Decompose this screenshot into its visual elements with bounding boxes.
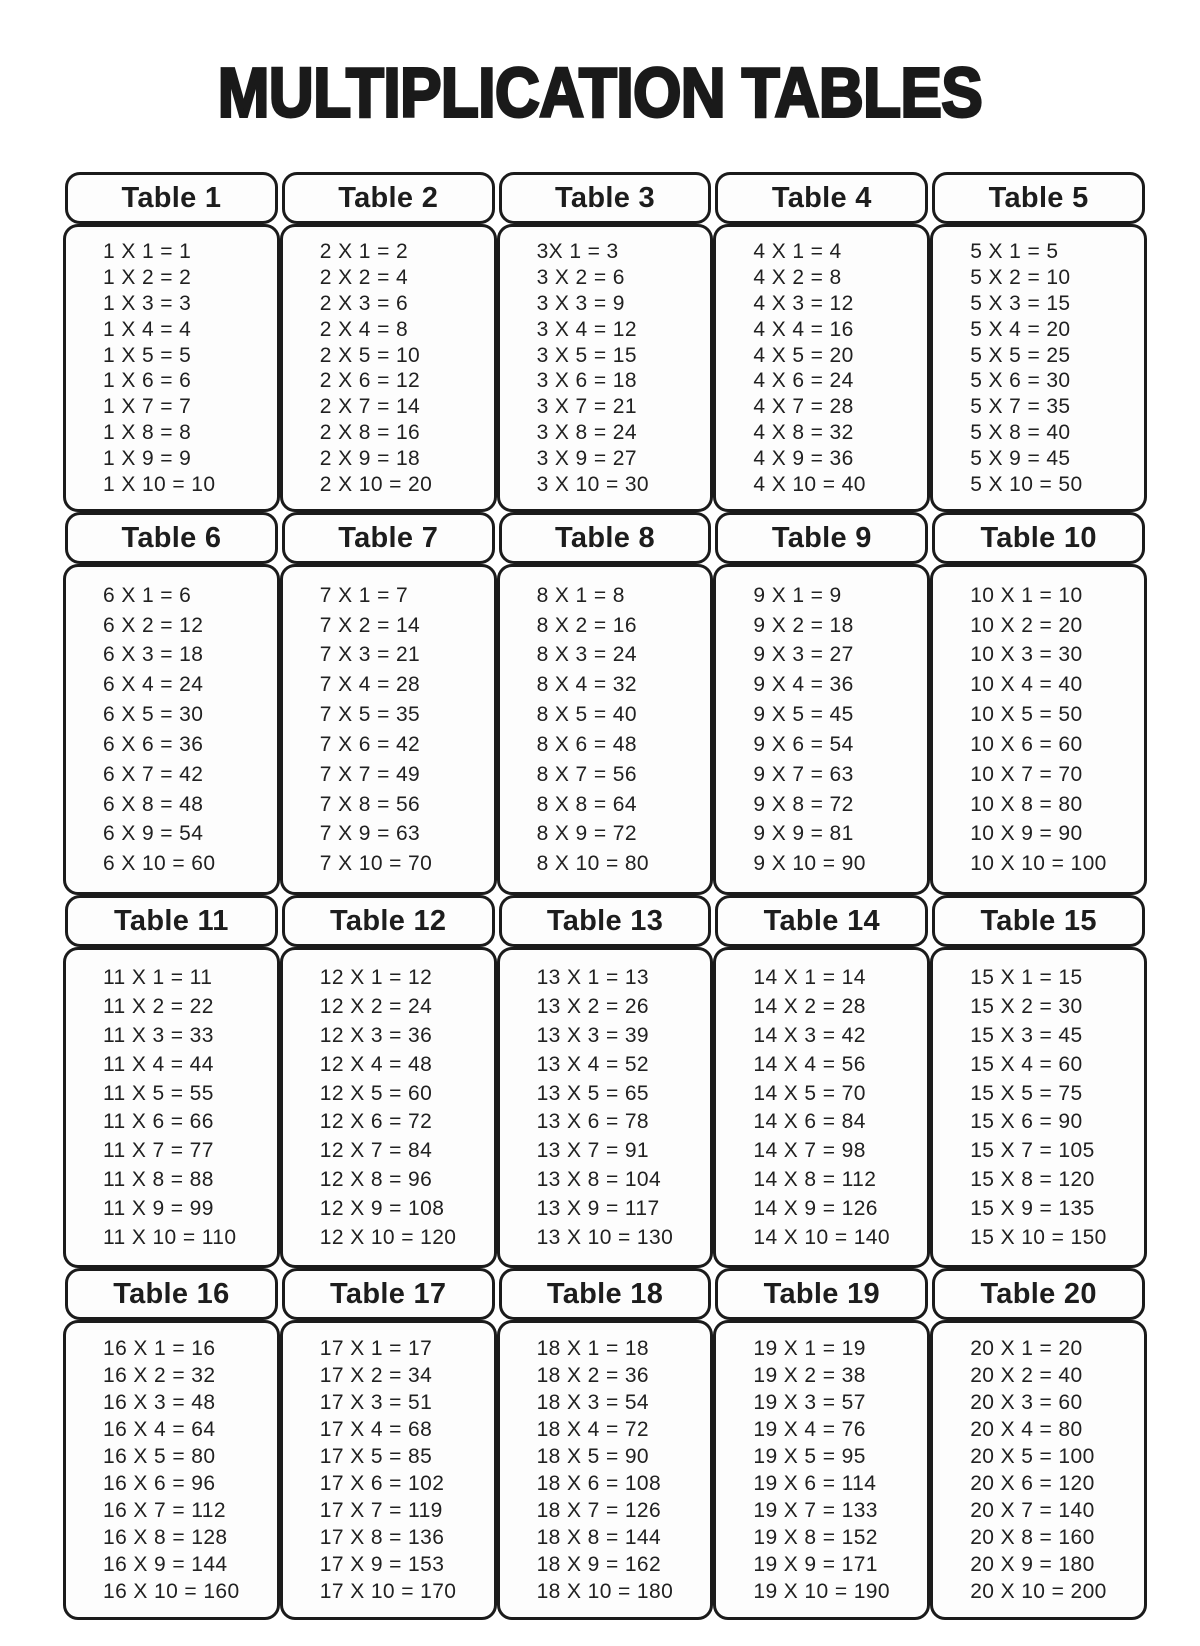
table-row: 2 X 5 = 10 [319,343,421,367]
table-row: 9 X 3 = 27 [753,643,854,667]
table-row: 16 X 9 = 144 [103,1553,228,1576]
table-row: 13 X 7 = 91 [536,1139,649,1163]
table-row: 6 X 2 = 12 [103,613,204,637]
table-row: 2 X 4 = 8 [319,317,409,341]
table-card [280,172,497,512]
table-row: 17 X 5 = 85 [319,1445,433,1468]
table-row: 11 X 2 = 22 [103,994,214,1018]
table-row: 17 X 9 = 153 [319,1553,445,1576]
table-row: 14 X 8 = 112 [753,1168,877,1192]
table-row: 5 X 9 = 45 [970,447,1071,471]
table-row: 16 X 6 = 96 [103,1472,216,1495]
table-row: 6 X 3 = 18 [103,643,204,667]
table-row: 5 X 3 = 15 [970,291,1071,315]
table-card-body [930,224,1147,512]
table-row: 8 X 7 = 56 [536,762,637,786]
table-row: 20 X 6 = 120 [970,1472,1095,1495]
table-card-header: Table 20 [932,1268,1145,1320]
table-card-header: Table 7 [282,512,495,564]
table-card-body [713,224,930,512]
table-row: 14 X 1 = 14 [753,965,866,989]
table-row: 11 X 8 = 88 [103,1168,214,1192]
table-row: 3 X 5 = 15 [536,343,637,367]
table-row: 15 X 7 = 105 [970,1139,1095,1163]
table-row: 18 X 10 = 180 [536,1580,674,1603]
table-row: 5 X 4 = 20 [970,317,1071,341]
table-card-header: Table 16 [65,1268,278,1320]
table-row: 9 X 10 = 90 [753,852,866,876]
table-row: 4 X 5 = 20 [753,343,854,367]
table-row: 15 X 5 = 75 [970,1081,1083,1105]
table-card-header: Table 3 [499,172,712,224]
table-row: 10 X 6 = 60 [970,732,1083,756]
table-row: 9 X 2 = 18 [753,613,854,637]
table-row: 5 X 2 = 10 [970,265,1071,289]
table-row: 15 X 8 = 120 [970,1168,1095,1192]
table-card [63,172,280,512]
table-row: 16 X 8 = 128 [103,1526,228,1549]
table-card-body [497,224,714,512]
table-row: 20 X 3 = 60 [970,1391,1083,1414]
table-card [63,1268,280,1620]
table-row: 11 X 9 = 99 [103,1197,214,1221]
table-row: 11 X 10 = 110 [103,1226,237,1250]
table-card [497,895,714,1268]
table-row: 1 X 7 = 7 [103,395,192,419]
table-row: 11 X 5 = 55 [103,1081,214,1105]
table-row: 19 X 3 = 57 [753,1391,866,1414]
table-card-header: Table 15 [932,895,1145,947]
table-card-header: Table 11 [65,895,278,947]
table-row: 8 X 4 = 32 [536,673,637,697]
table-row: 2 X 9 = 18 [319,447,421,471]
table-card-body [930,564,1147,895]
table-row: 2 X 8 = 16 [319,421,421,445]
table-card [713,512,930,895]
table-row: 14 X 6 = 84 [753,1110,866,1134]
table-row: 17 X 7 = 119 [319,1499,443,1522]
table-card [497,1268,714,1620]
table-row: 10 X 7 = 70 [970,762,1083,786]
table-card-header: Table 1 [65,172,278,224]
table-row: 17 X 8 = 136 [319,1526,445,1549]
table-row: 13 X 2 = 26 [536,994,649,1018]
table-row: 4 X 3 = 12 [753,291,854,315]
table-row: 4 X 1 = 4 [753,239,842,263]
table-row: 19 X 1 = 19 [753,1337,866,1360]
table-row: 12 X 10 = 120 [319,1226,457,1250]
table-card [713,172,930,512]
table-row: 19 X 9 = 171 [753,1553,878,1576]
table-row: 8 X 6 = 48 [536,732,637,756]
table-card-header: Table 14 [715,895,928,947]
table-row: 19 X 10 = 190 [753,1580,890,1603]
table-card-body [497,564,714,895]
table-row: 12 X 3 = 36 [319,1023,433,1047]
table-row: 16 X 1 = 16 [103,1337,216,1360]
table-row: 5 X 5 = 25 [970,343,1071,367]
table-row: 4 X 9 = 36 [753,447,854,471]
table-row: 20 X 4 = 80 [970,1418,1083,1441]
table-row: 16 X 10 = 160 [103,1580,240,1603]
table-row: 4 X 6 = 24 [753,369,854,393]
table-row: 2 X 7 = 14 [319,395,421,419]
table-row: 9 X 9 = 81 [753,822,854,846]
table-card [930,512,1147,895]
table-row: 10 X 1 = 10 [970,583,1083,607]
table-row: 8 X 3 = 24 [536,643,637,667]
table-row: 9 X 7 = 63 [753,762,854,786]
table-row: 16 X 2 = 32 [103,1364,216,1387]
table-card [930,172,1147,512]
table-row: 4 X 2 = 8 [753,265,842,289]
table-row: 19 X 4 = 76 [753,1418,866,1441]
table-row: 12 X 7 = 84 [319,1139,433,1163]
table-row: 15 X 2 = 30 [970,994,1083,1018]
table-row: 10 X 2 = 20 [970,613,1083,637]
table-card-body [280,947,497,1268]
table-card-header: Table 12 [282,895,495,947]
table-card-header: Table 18 [499,1268,712,1320]
table-row: 6 X 10 = 60 [103,852,216,876]
table-row: 12 X 1 = 12 [319,965,433,989]
table-row: 13 X 4 = 52 [536,1052,649,1076]
table-row: 14 X 4 = 56 [753,1052,866,1076]
table-card-body [63,224,280,512]
table-card-body [63,947,280,1268]
table-card-header: Table 4 [715,172,928,224]
table-row: 18 X 6 = 108 [536,1472,662,1495]
table-row: 10 X 10 = 100 [970,852,1107,876]
table-row: 20 X 1 = 20 [970,1337,1083,1360]
table-row: 19 X 2 = 38 [753,1364,866,1387]
table-row: 7 X 8 = 56 [319,792,421,816]
table-row: 7 X 7 = 49 [319,762,421,786]
table-row: 14 X 2 = 28 [753,994,866,1018]
table-row: 12 X 8 = 96 [319,1168,433,1192]
table-row: 15 X 1 = 15 [970,965,1083,989]
table-row: 3 X 8 = 24 [536,421,637,445]
table-row: 8 X 2 = 16 [536,613,637,637]
table-card-body [280,1320,497,1620]
table-row: 2 X 2 = 4 [319,265,409,289]
table-row: 14 X 9 = 126 [753,1197,878,1221]
table-row: 18 X 5 = 90 [536,1445,649,1468]
table-row: 2 X 10 = 20 [319,473,433,497]
table-card [280,512,497,895]
table-row: 19 X 7 = 133 [753,1499,878,1522]
table-row: 17 X 4 = 68 [319,1418,433,1441]
table-row: 4 X 4 = 16 [753,317,854,341]
table-row: 17 X 3 = 51 [319,1391,433,1414]
table-row: 6 X 7 = 42 [103,762,204,786]
table-row: 12 X 4 = 48 [319,1052,433,1076]
table-row: 1 X 8 = 8 [103,421,192,445]
table-card-body [497,947,714,1268]
table-row: 1 X 1 = 1 [103,239,192,263]
table-row: 13 X 5 = 65 [536,1081,649,1105]
table-row: 15 X 3 = 45 [970,1023,1083,1047]
table-row: 12 X 6 = 72 [319,1110,433,1134]
table-row: 12 X 9 = 108 [319,1197,445,1221]
table-card-header: Table 17 [282,1268,495,1320]
table-card-header: Table 5 [932,172,1145,224]
table-card-header: Table 2 [282,172,495,224]
table-row: 3 X 10 = 30 [536,473,649,497]
table-row: 2 X 1 = 2 [319,239,409,263]
table-card [63,512,280,895]
table-row: 7 X 1 = 7 [319,583,409,607]
table-row: 3 X 6 = 18 [536,369,637,393]
table-row: 6 X 5 = 30 [103,703,204,727]
table-row: 4 X 8 = 32 [753,421,854,445]
table-row: 10 X 4 = 40 [970,673,1083,697]
table-row: 1 X 2 = 2 [103,265,192,289]
table-row: 19 X 8 = 152 [753,1526,878,1549]
table-row: 1 X 6 = 6 [103,369,192,393]
table-row: 13 X 1 = 13 [536,965,649,989]
table-card-body [63,1320,280,1620]
table-row: 19 X 5 = 95 [753,1445,866,1468]
table-row: 2 X 6 = 12 [319,369,421,393]
table-card-body [280,224,497,512]
table-row: 10 X 9 = 90 [970,822,1083,846]
table-row: 7 X 5 = 35 [319,703,421,727]
table-card-body [930,947,1147,1268]
table-row: 10 X 8 = 80 [970,792,1083,816]
table-row: 1 X 4 = 4 [103,317,192,341]
table-row: 6 X 9 = 54 [103,822,204,846]
table-row: 16 X 7 = 112 [103,1499,226,1522]
table-card-header: Table 6 [65,512,278,564]
table-row: 6 X 8 = 48 [103,792,204,816]
table-row: 16 X 5 = 80 [103,1445,216,1468]
table-row: 5 X 6 = 30 [970,369,1071,393]
table-card-header: Table 9 [715,512,928,564]
table-row: 19 X 6 = 114 [753,1472,877,1495]
table-row: 8 X 1 = 8 [536,583,625,607]
table-row: 9 X 8 = 72 [753,792,854,816]
table-row: 20 X 10 = 200 [970,1580,1107,1603]
table-card [497,512,714,895]
table-row: 11 X 6 = 66 [103,1110,214,1134]
table-row: 18 X 1 = 18 [536,1337,649,1360]
table-row: 20 X 7 = 140 [970,1499,1095,1522]
table-row: 11 X 4 = 44 [103,1052,214,1076]
table-row: 13 X 10 = 130 [536,1226,674,1250]
table-row: 6 X 6 = 36 [103,732,204,756]
table-card-body [713,564,930,895]
table-card [280,895,497,1268]
table-row: 5 X 1 = 5 [970,239,1059,263]
table-card [713,1268,930,1620]
table-card-header: Table 10 [932,512,1145,564]
table-row: 17 X 10 = 170 [319,1580,457,1603]
table-card-body [63,564,280,895]
table-row: 6 X 1 = 6 [103,583,192,607]
table-row: 5 X 8 = 40 [970,421,1071,445]
table-row: 16 X 4 = 64 [103,1418,216,1441]
table-row: 13 X 9 = 117 [536,1197,660,1221]
table-row: 7 X 10 = 70 [319,852,433,876]
table-row: 11 X 7 = 77 [103,1139,214,1163]
table-card-header: Table 13 [499,895,712,947]
table-row: 17 X 6 = 102 [319,1472,445,1495]
table-row: 3 X 2 = 6 [536,265,625,289]
table-card-body [280,564,497,895]
table-row: 7 X 3 = 21 [319,643,421,667]
table-row: 5 X 10 = 50 [970,473,1083,497]
table-row: 15 X 6 = 90 [970,1110,1083,1134]
table-row: 16 X 3 = 48 [103,1391,216,1414]
table-card-body [713,1320,930,1620]
table-row: 17 X 1 = 17 [319,1337,433,1360]
table-row: 3 X 3 = 9 [536,291,625,315]
table-row: 13 X 3 = 39 [536,1023,649,1047]
table-row: 15 X 9 = 135 [970,1197,1095,1221]
table-row: 4 X 7 = 28 [753,395,854,419]
table-row: 1 X 3 = 3 [103,291,192,315]
table-row: 20 X 5 = 100 [970,1445,1095,1468]
table-row: 10 X 3 = 30 [970,643,1083,667]
table-row: 8 X 10 = 80 [536,852,649,876]
table-card [930,895,1147,1268]
table-row: 20 X 8 = 160 [970,1526,1095,1549]
table-row: 3 X 4 = 12 [536,317,637,341]
table-row: 9 X 6 = 54 [753,732,854,756]
table-row: 14 X 10 = 140 [753,1226,890,1250]
table-row: 15 X 4 = 60 [970,1052,1083,1076]
table-row: 20 X 2 = 40 [970,1364,1083,1387]
table-row: 8 X 9 = 72 [536,822,637,846]
table-row: 3 X 9 = 27 [536,447,637,471]
table-row: 9 X 5 = 45 [753,703,854,727]
table-card-header: Table 8 [499,512,712,564]
table-card [930,1268,1147,1620]
table-row: 11 X 1 = 11 [103,965,213,989]
table-row: 14 X 5 = 70 [753,1081,866,1105]
table-row: 13 X 6 = 78 [536,1110,649,1134]
table-row: 18 X 9 = 162 [536,1553,662,1576]
table-card [280,1268,497,1620]
table-row: 7 X 9 = 63 [319,822,421,846]
table-card-body [497,1320,714,1620]
table-row: 11 X 3 = 33 [103,1023,214,1047]
table-row: 14 X 3 = 42 [753,1023,866,1047]
table-row: 18 X 7 = 126 [536,1499,662,1522]
table-row: 10 X 5 = 50 [970,703,1083,727]
table-card-body [930,1320,1147,1620]
table-row: 17 X 2 = 34 [319,1364,433,1387]
table-row: 8 X 5 = 40 [536,703,637,727]
table-row: 1 X 5 = 5 [103,343,192,367]
table-row: 3 X 7 = 21 [536,395,637,419]
table-row: 18 X 4 = 72 [536,1418,649,1441]
table-row: 15 X 10 = 150 [970,1226,1107,1250]
table-row: 12 X 5 = 60 [319,1081,433,1105]
table-row: 1 X 10 = 10 [103,473,216,497]
table-row: 7 X 2 = 14 [319,613,421,637]
table-row: 8 X 8 = 64 [536,792,637,816]
page-title: MULTIPLICATION TABLES [217,54,983,133]
table-row: 18 X 2 = 36 [536,1364,649,1387]
table-row: 13 X 8 = 104 [536,1168,662,1192]
table-card [497,172,714,512]
table-card [63,895,280,1268]
table-row: 7 X 6 = 42 [319,732,421,756]
table-row: 9 X 4 = 36 [753,673,854,697]
table-row: 2 X 3 = 6 [319,291,409,315]
table-row: 9 X 1 = 9 [753,583,842,607]
table-card-header: Table 19 [715,1268,928,1320]
table-row: 18 X 3 = 54 [536,1391,649,1414]
table-row: 14 X 7 = 98 [753,1139,866,1163]
table-card-body [713,947,930,1268]
table-row: 4 X 10 = 40 [753,473,866,497]
table-card [713,895,930,1268]
tables-grid [63,172,1147,1620]
table-row: 7 X 4 = 28 [319,673,421,697]
table-row: 12 X 2 = 24 [319,994,433,1018]
table-row: 6 X 4 = 24 [103,673,204,697]
table-row: 5 X 7 = 35 [970,395,1071,419]
table-row: 3X 1 = 3 [536,239,619,263]
table-row: 18 X 8 = 144 [536,1526,662,1549]
table-row: 1 X 9 = 9 [103,447,192,471]
table-row: 20 X 9 = 180 [970,1553,1095,1576]
